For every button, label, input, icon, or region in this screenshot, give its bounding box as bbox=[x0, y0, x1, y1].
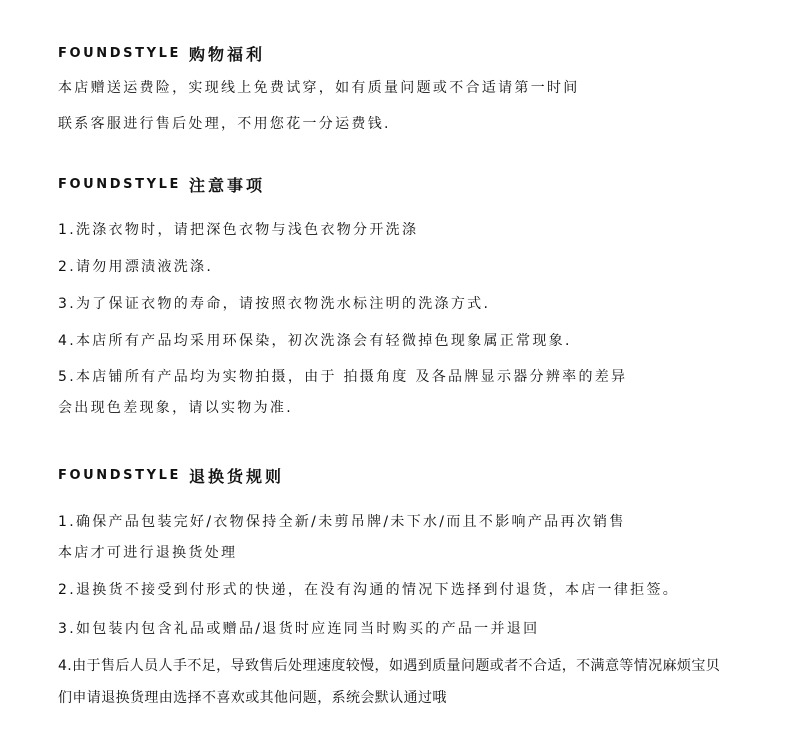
text-line: 1.确保产品包装完好/衣物保持全新/未剪吊牌/未下水/而且不影响产品再次销售 bbox=[58, 514, 626, 530]
text-line: 联系客服进行售后处理，不用您花一分运费钱. bbox=[58, 116, 391, 132]
text-line: 2.退换货不接受到付形式的快递，在没有沟通的情况下选择到付退货，本店一律拒签。 bbox=[58, 582, 680, 598]
brand-logo: FOUNDSTYLE bbox=[58, 176, 181, 192]
text-line: 本店才可进行退换货处理 bbox=[58, 545, 238, 561]
section-title-returns bbox=[58, 462, 284, 488]
text-line: 3.如包装内包含礼品或赠品/退货时应连同当时购买的产品一并退回 bbox=[58, 621, 540, 637]
section-heading: 退换货规则 bbox=[188, 466, 284, 486]
text-line: 2.请勿用漂渍液洗涤. bbox=[58, 259, 214, 275]
text-line: 4.由于售后人员人手不足，导致售后处理速度较慢，如遇到质量问题或者不合适，不满意等情况麻烦宝贝 bbox=[58, 658, 721, 674]
section-heading: 购物福利 bbox=[188, 44, 265, 64]
brand-logo: FOUNDSTYLE bbox=[58, 467, 181, 483]
section-title-benefits bbox=[58, 40, 265, 66]
text-line: 4.本店所有产品均采用环保染，初次洗涤会有轻微掉色现象属正常现象. bbox=[58, 333, 572, 349]
text-line: 3.为了保证衣物的寿命，请按照衣物洗水标注明的洗涤方式. bbox=[58, 296, 491, 312]
text-line: 5.本店铺所有产品均为实物拍摄，由于 拍摄角度 及各品牌显示器分辨率的差异 bbox=[58, 369, 628, 385]
text-line: 们申请退换货理由选择不喜欢或其他问题，系统会默认通过哦 bbox=[58, 690, 447, 706]
text-line: 1.洗涤衣物时，请把深色衣物与浅色衣物分开洗涤 bbox=[58, 222, 419, 238]
text-line: 本店赠送运费险，实现线上免费试穿，如有质量问题或不合适请第一时间 bbox=[58, 80, 580, 96]
section-heading: 注意事项 bbox=[188, 175, 265, 195]
text-line: 会出现色差现象，请以实物为准. bbox=[58, 400, 293, 416]
brand-logo: FOUNDSTYLE bbox=[58, 45, 181, 61]
section-title-notes bbox=[58, 171, 265, 197]
